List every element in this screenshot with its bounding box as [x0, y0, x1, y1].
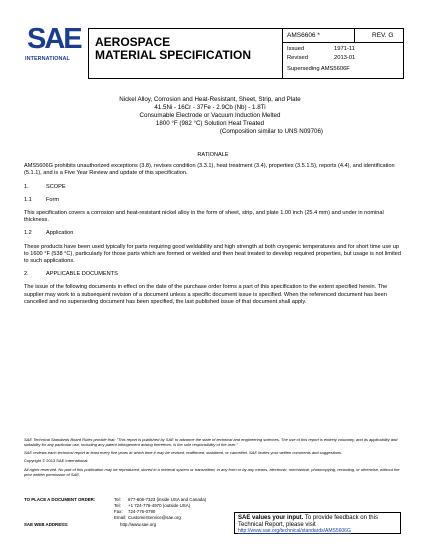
revised-label: Revised [287, 55, 308, 61]
section-2-text: The issue of the following documents in effect on the date of the purchase order forms a part of this specification to the extent specified herein. The supplier may work to a subsequent revision of a document unless a specific document issue is specified. When the referenced document has been cancelled and no superseding document has been specified, the last published issue of that document shall apply. [24, 284, 388, 305]
header [24, 23, 404, 85]
subtitle-line-1: Nickel Alloy, Corrosion and Heat-Resistant, Sheet, Strip, and Plate [119, 96, 301, 103]
footer-disclaimer-3: All rights reserved. No part of this publication may be reproduced, stored in a retrieval system or transmitted, in any form or by any means, electronic, mechanical, photocopying, recording, or otherwise, without the prior written permission of SAE. [24, 467, 400, 477]
issued-value: 1971-11 [334, 46, 355, 52]
section-1-2-number: 1.2 [24, 230, 32, 237]
revision-cell [354, 29, 404, 43]
footer-disclaimer-2: SAE reviews each technical report at least every five years at which time it may be revised, reaffirmed, stabilized, or cancelled. SAE invites your written comments and suggestions. [24, 450, 343, 455]
web-value[interactable]: http://www.sae.org [120, 522, 157, 527]
document-body [24, 152, 402, 312]
section-2-number: 2. [24, 271, 29, 278]
section-1-1-text: This specification covers a corrosion and heat-resistant nickel alloy in the form of sheet, strip, and plate 1.00 inch (25.4 mm) and under in nominal thickness. [24, 210, 384, 224]
document-number: AMS6606 * [287, 32, 320, 39]
web-label: SAE WEB ADDRESS: [24, 522, 69, 527]
order-label: TO PLACE A DOCUMENT ORDER: [24, 497, 96, 502]
footer-copyright: Copyright © 2013 SAE International [24, 458, 88, 463]
document-info-box [283, 28, 404, 79]
section-1-2-title: Application [46, 230, 74, 237]
title-line-2: MATERIAL SPECIFICATION [95, 48, 251, 62]
fax-value: 724-776-0790 [128, 509, 156, 514]
section-2-heading [24, 271, 402, 278]
title-line-1: AEROSPACE [95, 35, 171, 49]
subtitle-line-3: Consumable Electrode or Vacuum Induction Melted [139, 112, 281, 119]
tel2-value: +1 724-776-4970 (outside USA) [128, 503, 191, 508]
sae-logo [24, 23, 86, 71]
feedback-text [238, 515, 397, 528]
title-box [88, 28, 283, 79]
revised-value: 2013-01 [334, 55, 356, 61]
fax-label: Fax: [114, 509, 123, 514]
issued-label: Issued [287, 46, 305, 52]
tel2-label: Tel: [114, 503, 121, 508]
section-1-number: 1. [24, 183, 29, 190]
sae-logo-mark: SAE [27, 23, 81, 55]
superseding-note: Superseding AMS5606F [287, 66, 350, 72]
section-1-1-heading [24, 197, 402, 204]
subtitle-line-2: 41.5Ni - 16Cr - 37Fe - 2.9Cb (Nb) - 1.8Ti [154, 104, 266, 111]
footer-disclaimer-1: SAE Technical Standards Board Rules provide that: "This report is published by SAE to advance the state of technical and engineering sciences. The use of this report is entirely voluntary, and its applicability and suitability for any particular use, including any patent infringement arising therefrom, is the sole responsibility of the user." [24, 437, 398, 447]
section-1-title: SCOPE [46, 183, 66, 190]
section-2-title: APPLICABLE DOCUMENTS [46, 271, 118, 278]
feedback-bold: SAE values your input. [238, 515, 304, 521]
section-1-1-title: Form [46, 196, 60, 203]
tel-label: Tel: [114, 497, 121, 502]
sae-logo-subtext: INTERNATIONAL [25, 56, 70, 62]
feedback-box [234, 512, 401, 534]
rationale-heading: RATIONALE [197, 152, 229, 158]
section-1-2-text: These products have been used typically for parts requiring good weldability and high strength at both cryogenic temperatures and for short time use up to 1600 °F (538 °C), particularly for those parts which are formed or welded and then heat treated to develop required properties, but usage is not limited to such applications. [24, 243, 401, 265]
email-value[interactable]: CustomerService@sae.org [128, 515, 181, 520]
section-1-2-heading [24, 230, 402, 237]
section-1-1-number: 1.1 [24, 196, 32, 203]
subtitle-line-5: (Composition similar to UNS N09706) [219, 128, 323, 135]
email-label: Email: [114, 515, 127, 520]
feedback-message: To provide feedback on this Technical Report, please visit [238, 515, 378, 528]
section-1-heading [24, 184, 402, 191]
rationale-text: AMS5606G prohibits unauthorized exceptions (3.8), revises condition (3.3.1), heat treatment (3.4), properties (3.5.1.5), reports (4.4), and identification (5.1.1), and is a Five Year Review and update of this specification. [24, 163, 395, 177]
document-number-row [283, 29, 404, 43]
tel-value: 877-606-7323 (inside USA and Canada) [128, 497, 207, 502]
subtitle-line-4: 1800 °F (982 °C) Solution Heat Treated [155, 120, 265, 127]
document-subtitle [95, 96, 325, 136]
feedback-link[interactable]: http://www.sae.org/technical/standards/AMS5606G [238, 528, 351, 535]
revision-label: REV. G [372, 32, 394, 39]
